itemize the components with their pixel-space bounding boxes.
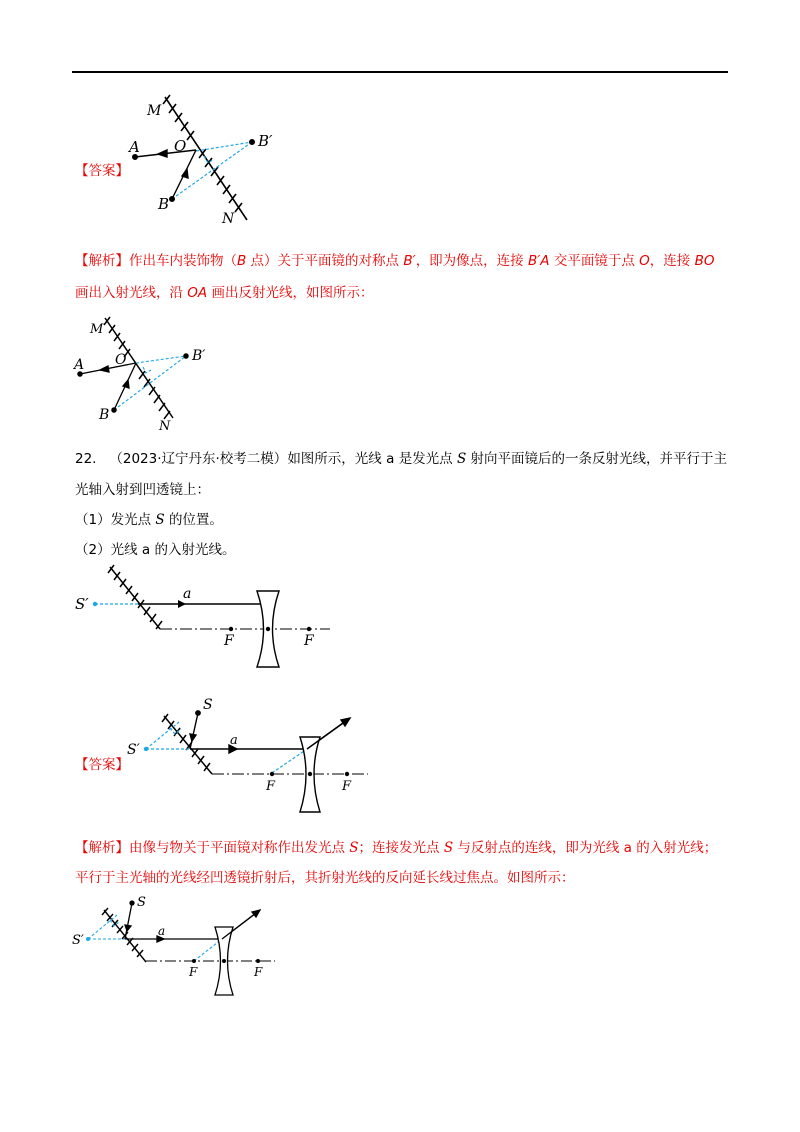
svg-text:M: M (90, 322, 104, 337)
analysis-tag: 【解析】 (75, 253, 129, 269)
svg-text:O: O (115, 352, 127, 368)
label-n: N (222, 211, 235, 227)
q21-analysis-line2: 画出入射光线，沿 OA 画出反射光线，如图所示： (75, 285, 374, 301)
q21-analysis-line1: 【解析】作出车内装饰物（B 点）关于平面镜的对称点 B′，即为像点，连接 B′A 交平面镜于点 O，连接 BO (75, 253, 715, 269)
svg-text:F: F (254, 965, 263, 979)
label-s: S (203, 697, 213, 713)
answer-tag-2: 【答案】 (75, 757, 129, 773)
answer-tag-1: 【答案】 (75, 163, 129, 179)
label-s-image: S′ (75, 595, 89, 613)
label-b-image: B′ (258, 132, 273, 150)
label-a: A (129, 138, 140, 156)
svg-text:B′: B′ (192, 348, 206, 364)
question-source: （2023·辽宁丹东·校考二模） (109, 451, 288, 467)
label-b: B (158, 195, 170, 213)
q22-stem-line2: 光轴入射到凹透镜上： (75, 482, 210, 498)
svg-text:F: F (266, 779, 276, 794)
svg-text:A: A (74, 357, 85, 373)
svg-text:B: B (99, 407, 110, 423)
svg-text:S′: S′ (127, 742, 140, 758)
svg-text:S′: S′ (72, 933, 84, 948)
svg-text:a: a (230, 733, 238, 748)
label-f-left: F (224, 633, 234, 649)
q22-item-1: （1）发光点 S 的位置。 (75, 512, 223, 528)
label-f-right: F (304, 633, 314, 649)
svg-text:S: S (137, 895, 146, 910)
svg-text:N: N (159, 419, 171, 434)
svg-text:a: a (158, 924, 166, 938)
label-o: O (174, 137, 187, 155)
q22-analysis-line2: 平行于主光轴的光线经凹透镜折射后，其折射光线的反向延长线过焦点。如图所示： (75, 870, 575, 886)
svg-text:F: F (189, 965, 198, 979)
question-number: 22. (75, 451, 97, 467)
svg-text:F: F (342, 779, 352, 794)
q22-item-2: （2）光线 a 的入射光线。 (75, 542, 236, 558)
label-m: M (147, 103, 162, 119)
label-a: a (183, 586, 192, 602)
q22-analysis-line1: 【解析】由像与物关于平面镜对称作出发光点 S；连接发光点 S 与反射点的连线，即为光线 a 的入射光线； (75, 840, 718, 856)
q22-stem-line1: 22. （2023·辽宁丹东·校考二模）如图所示，光线 a 是发光点 S 射向平面镜后的一条反射光线，并平行于主 (75, 451, 728, 467)
